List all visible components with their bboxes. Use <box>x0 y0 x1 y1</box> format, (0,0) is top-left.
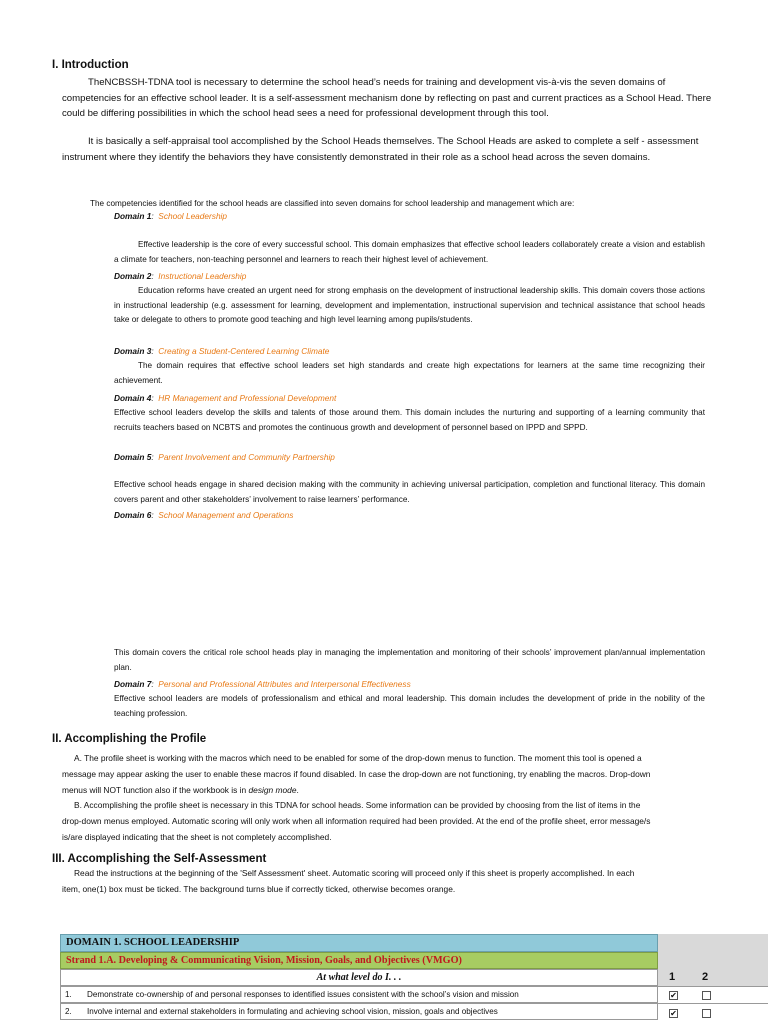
design-mode-text: design mode <box>248 784 297 795</box>
profile-paragraph-b: B. Accomplishing the profile sheet is necessary in this TDNA for school heads. Some information can be provided by choosing from the list of items in the drop-down menus employed. Automatic scoring will only work when all information required had been provided. At the end of the profile sheet, error message/s is/are displayed indicating that the sheet is not completely accomplished. <box>62 800 651 842</box>
checkbox-row-1-col-2[interactable] <box>702 991 711 1000</box>
domain-4-body: Effective school leaders develop the skills and talents of those around them. This domain includes the nurturing and supporting of a learning community that recruits teachers based on NCBTS and promotes the continuous growth and development of personnel based on IPPD and SPPD. <box>114 408 705 432</box>
domain-4-heading: Domain 4: HR Management and Professional Development <box>114 393 337 403</box>
strand-title-row: Strand 1.A. Developing & Communicating Vision, Mission, Goals, and Objectives (VMGO) <box>60 952 658 969</box>
domain-3-name: Creating a Student-Centered Learning Climate <box>158 346 330 356</box>
domain-3-label: Domain 3 <box>114 346 152 356</box>
checkbox-row-2-col-2[interactable] <box>702 1009 711 1018</box>
domain-2-label: Domain 2 <box>114 271 152 281</box>
domain-2-body: Education reforms have created an urgent need for strong emphasis on the development of instructional leadership skills. This domain covers those actions in instructional leadership (e.g. assessment for learning, development and implementation, instructional supervision and technical assistance that school heads take or delegate to others to promote good teaching and high level learning among pupils/students. <box>114 286 705 324</box>
domain-5-name: Parent Involvement and Community Partnership <box>158 452 335 462</box>
domain-7-label: Domain 7 <box>114 679 152 689</box>
domain-4-label: Domain 4 <box>114 393 152 403</box>
domain-6-heading: Domain 6: School Management and Operations <box>114 510 294 520</box>
profile-paragraph-a-text: A. The profile sheet is working with the macros which need to be enabled for some of the drop-down menus to function. The moment this tool is opened a message may appear asking the user to enable these macros if found disabled. In case the drop-down are not functioning, try enabling the macros. Drop-down menus will NOT function also if the workbook is in <box>62 753 651 795</box>
domain-2-name: Instructional Leadership <box>158 271 247 281</box>
domain-5-body: Effective school heads engage in shared decision making with the community in achieving universal participation, completion and functional literacy. This domain covers parent and other stakeholders’ involvement to raise learners’ performance. <box>114 480 705 504</box>
domain-3-body: The domain requires that effective school leaders set high standards and create high expectations for learners at the same time recognizing their achievement. <box>114 361 705 385</box>
profile-paragraph-a-end: . <box>296 784 299 795</box>
level-header-row: At what level do I. . . <box>60 969 658 986</box>
table-row <box>60 986 658 1003</box>
domain-4-name: HR Management and Professional Development <box>158 393 337 403</box>
item-text: Demonstrate co-ownership of and personal responses to identified issues consistent with the school’s vision and mission <box>87 990 519 999</box>
score-column-1-header: 1 <box>669 971 676 983</box>
section-heading-profile: II. Accomplishing the Profile <box>52 733 207 745</box>
intro-paragraph-1: TheNCBSSH-TDNA tool is necessary to determine the school head’s needs for training and development vis-à-vis the seven domains of competencies for an effective school leader. It is a self-assessment mechanism done by reflecting on past and current practices as a School Head. There could be differing possibilities in which the school head sees a need for professional development through this tool. <box>62 77 712 119</box>
table-row <box>60 1003 658 1020</box>
item-number: 1. <box>65 990 72 999</box>
domain-5-heading: Domain 5: Parent Involvement and Community Partnership <box>114 452 335 462</box>
score-column-2-header: 2 <box>702 971 709 983</box>
checkbox-row-1-col-1[interactable]: ✔ <box>670 991 677 1000</box>
checkbox-row-2-col-1[interactable]: ✔ <box>670 1009 677 1018</box>
domain-6-label: Domain 6 <box>114 510 152 520</box>
profile-instructions <box>62 751 652 846</box>
domain-7-name: Personal and Professional Attributes and Interpersonal Effectiveness <box>158 679 411 689</box>
domain-7-body: Effective school leaders are models of professionalism and ethical and moral leadership. This domain includes the development of pride in the nobility of the teaching profession. <box>114 694 705 718</box>
domain-5-label: Domain 5 <box>114 452 152 462</box>
domain-1-label: Domain 1 <box>114 211 152 221</box>
domain-6-body: This domain covers the critical role school heads play in managing the implementation and monitoring of their schools’ improvement plan/annual implementation plan. <box>114 648 705 672</box>
item-text: Involve internal and external stakeholders in formulating and achieving school vision, mission, goals and objectives <box>87 1007 498 1016</box>
domain-3-heading: Domain 3: Creating a Student-Centered Learning Climate <box>114 346 330 356</box>
domain-6-name: School Management and Operations <box>158 510 294 520</box>
self-assessment-paragraph: Read the instructions at the beginning of the 'Self Assessment' sheet. Automatic scoring will proceed only if this sheet is properly accomplished. In each item, one(1) box must be ticked. The background turns blue if correctly ticked, otherwise becomes orange. <box>62 868 635 894</box>
intro-paragraph-2: It is basically a self-appraisal tool accomplished by the School Heads themselves. The School Heads are asked to complete a self - assessment instrument where they identify the behaviors they have consistently demonstrated in their role as a school head across the seven domains. <box>62 136 699 163</box>
domain-1-body: Effective leadership is the core of every successful school. This domain emphasizes that effective school leaders collaborately create a vision and establish a climate for teachers, non-teaching personnel and learners to reach their highest level of achievement. <box>114 240 705 264</box>
self-assessment-table <box>60 934 768 1024</box>
item-number: 2. <box>65 1007 72 1016</box>
domain-7-heading: Domain 7: Personal and Professional Attributes and Interpersonal Effectiveness <box>114 679 411 689</box>
section-heading-introduction: I. Introduction <box>52 59 129 71</box>
domain-1-name: School Leadership <box>158 211 228 221</box>
domain-title-row: DOMAIN 1. SCHOOL LEADERSHIP <box>60 934 658 952</box>
self-assessment-instructions <box>62 866 652 898</box>
section-heading-self-assessment: III. Accomplishing the Self-Assessment <box>52 853 267 865</box>
profile-paragraph-a <box>62 751 652 798</box>
domain-2-heading: Domain 2: Instructional Leadership <box>114 271 247 281</box>
domain-1-heading: Domain 1: School Leadership <box>114 211 228 221</box>
domains-lead-text: The competencies identified for the school heads are classified into seven domains for school leadership and management which are: <box>90 199 575 208</box>
